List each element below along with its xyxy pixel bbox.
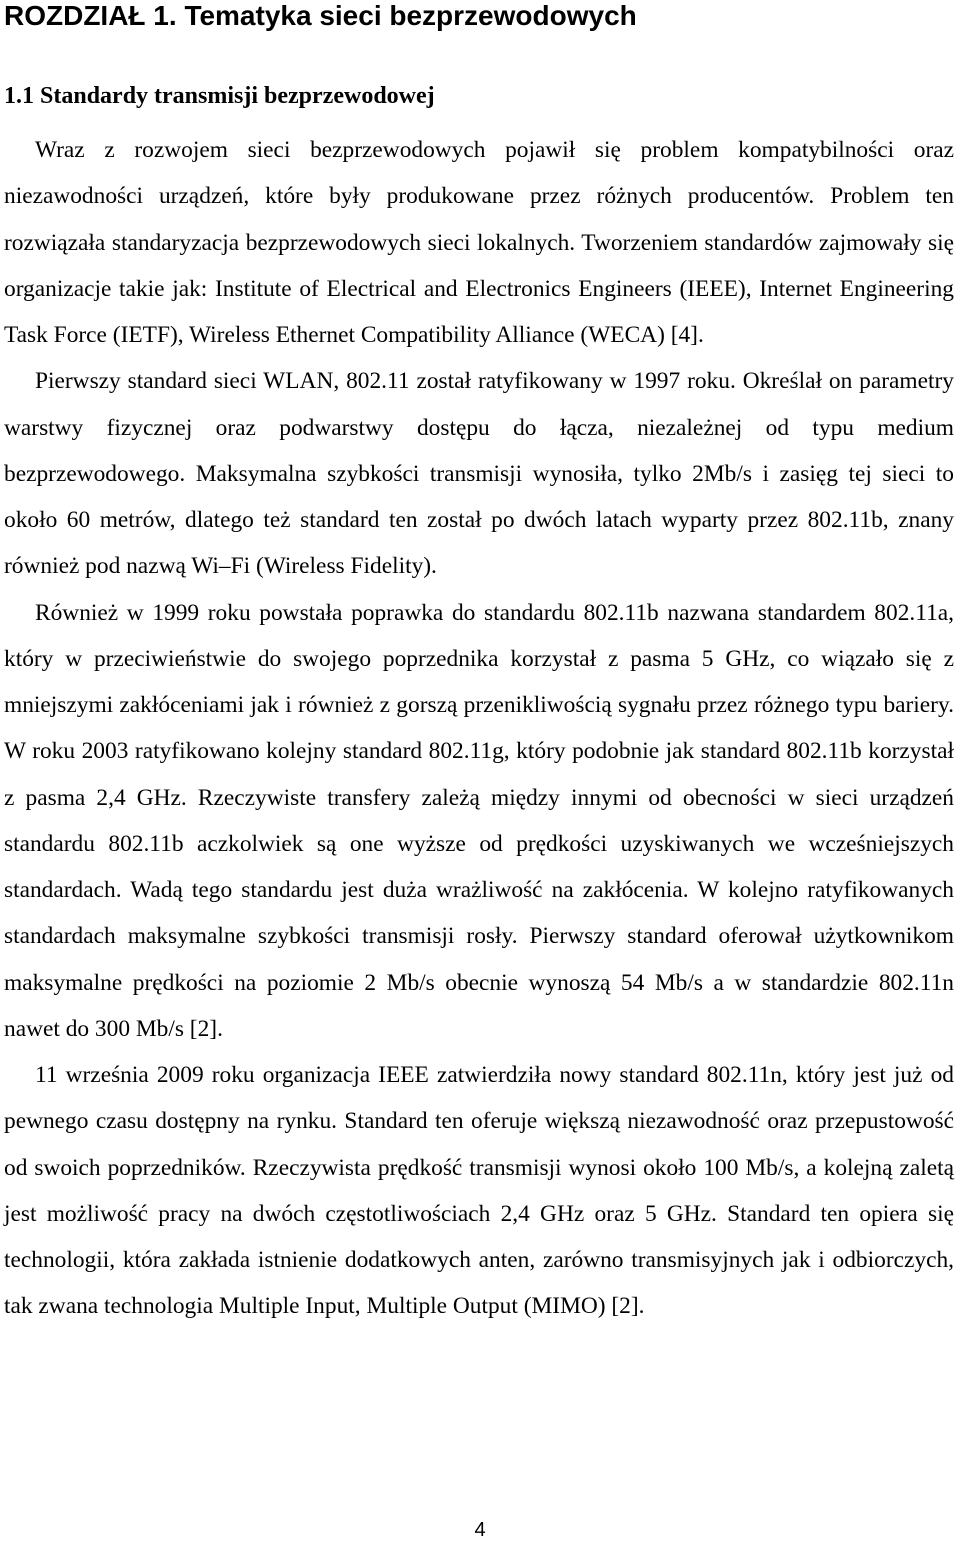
paragraph: 11 września 2009 roku organizacja IEEE zatwierdziła nowy standard 802.11n, który jest już od pewnego czasu dostępny na rynku. Standard ten oferuje większą niezawodność oraz przepustowość od swoich poprzedników. Rzeczywista prędkość transmisji wynosi około 100 Mb/s, a kolejną zaletą jest możliwość pracy na dwóch częstotliwościach 2,4 GHz oraz 5 GHz. Standard ten opiera się technologii, która zakłada istnienie dodatkowych anten, zarówno transmisyjnych jak i odbiorczych, tak zwana technologia Multiple Input, Multiple Output (MIMO) [2]. [4,1062,954,1320]
chapter-title: ROZDZIAŁ 1. Tematyka sieci bezprzewodowych [4,0,637,31]
body-text [4,127,954,1330]
section-title: 1.1 Standardy transmisji bezprzewodowej [4,83,435,109]
paragraph: Pierwszy standard sieci WLAN, 802.11 został ratyfikowany w 1997 roku. Określał on parametry warstwy fizycznej oraz podwarstwy dostępu do łącza, niezależnej od typu medium bezprzewodowego. Maksymalna szybkości transmisji wynosiła, tylko 2Mb/s i zasięg tej sieci to około 60 metrów, dlatego też standard ten został po dwóch latach wyparty przez 802.11b, znany również pod nazwą Wi–Fi (Wireless Fidelity). [4,368,954,580]
paragraph: Również w 1999 roku powstała poprawka do standardu 802.11b nazwana standardem 802.11a, który w przeciwieństwie do swojego poprzednika korzystał z pasma 5 GHz, co wiązało się z mniejszymi zakłóceniami jak i również z gorszą przenikliwością sygnału przez różnego typu bariery. W roku 2003 ratyfikowano kolejny standard 802.11g, który podobnie jak standard 802.11b korzystał z pasma 2,4 GHz. Rzeczywiste transfery zależą między innymi od obecności w sieci urządzeń standardu 802.11b aczkolwiek są one wyższe od prędkości uzyskiwanych we wcześniejszych standardach. Wadą tego standardu jest duża wrażliwość na zakłócenia. W kolejno ratyfikowanych standardach maksymalne szybkości transmisji rosły. Pierwszy standard oferował użytkownikom maksymalne prędkości na poziomie 2 Mb/s obecnie wynoszą 54 Mb/s a w standardzie 802.11n nawet do 300 Mb/s [2]. [4,599,954,1042]
page-number: 4 [474,1519,486,1541]
paragraph: Wraz z rozwojem sieci bezprzewodowych pojawił się problem kompatybilności oraz niezawodności urządzeń, które były produkowane przez różnych producentów. Problem ten rozwiązała standaryzacja bezprzewodowych sieci lokalnych. Tworzeniem standardów zajmowały się organizacje takie jak: Institute of Electrical and Electronics Engineers (IEEE), Internet Engineering Task Force (IETF), Wireless Ethernet Compatibility Alliance (WECA) [4]. [4,137,954,348]
